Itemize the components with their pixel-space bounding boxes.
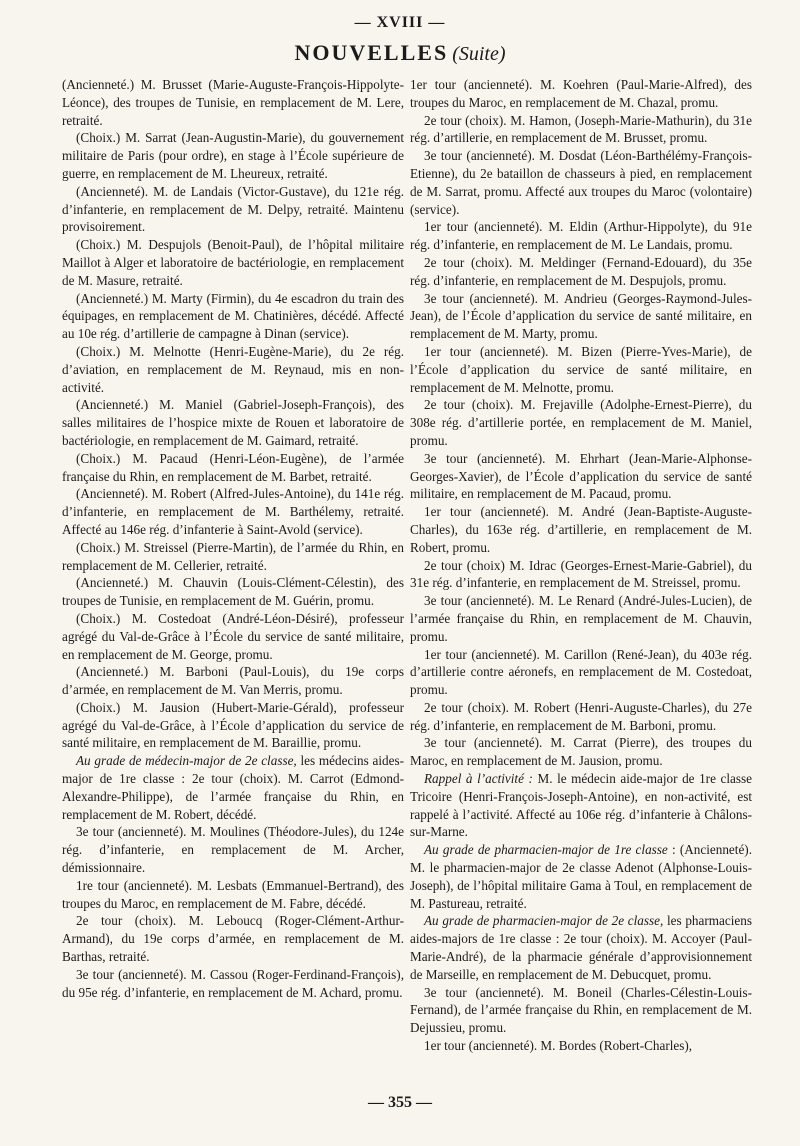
paragraph-text: 3e tour (ancienneté). M. Andrieu (Georges-Raymond-Jules-Jean), de l’École d’application du service de santé militaire, en remplacement de M. Marty, promu. [410,290,752,342]
paragraph-text: 1re tour (ancienneté). M. Lesbats (Emmanuel-Bertrand), des troupes du Maroc, en remplacement de M. Fabre, décédé. [62,877,404,911]
paragraph-text: (Ancienneté). M. de Landais (Victor-Gustave), du 121e rég. d’infanterie, en remplacement de M. Delpy, retraité. Maintenu provisoirement. [62,183,404,235]
paragraph [62,574,404,610]
paragraph [410,770,752,841]
paragraph-text: 2e tour (choix). M. Hamon, (Joseph-Marie-Mathurin), du 31e rég. d’artillerie, en remplacement de M. Brusset, promu. [410,112,752,146]
paragraph-text: 2e tour (choix). M. Leboucq (Roger-Clément-Arthur-Armand), du 19e corps d’armée, en remplacement de M. Barthas, retraité. [62,913,404,965]
paragraph [62,485,404,538]
paragraph [62,912,404,965]
page-header-roman-numeral: — XVIII — [354,14,446,31]
paragraph-text: (Ancienneté). M. Robert (Alfred-Jules-Antoine), du 141e rég. d’infanterie, en remplacement de M. Barthélemy, retraité. Affecté au 146e rég. d’infanterie à Saint-Avold (service). [62,486,404,537]
paragraph-text: les médecins aides-major de 1re classe : 2e tour (choix). M. Carrot (Edmond-Alexandre-Philippe), de l’armée française du Rhin, en remplacement de M. Robert, décédé. [62,753,404,822]
paragraph-text: (Choix.) M. Jausion (Hubert-Marie-Gérald), professeur agrégé du Val-de-Grâce, à l’École d’application du service de santé militaire, en remplacement de M. Baraillie, promu. [62,699,404,751]
paragraph [410,557,752,593]
page-title-suite: (Suite) [452,43,506,65]
paragraph [62,129,404,182]
page-title-main: NOUVELLES [294,40,449,65]
paragraph-text: 2e tour (choix). M. Frejaville (Adolphe-Ernest-Pierre), du 308e rég. d’artillerie portée, en remplacement de M. Maniel, promu. [410,397,752,448]
paragraph-text: (Ancienneté.) M. Barboni (Paul-Louis), du 19e corps d’armée, en remplacement de M. Van Merris, promu. [62,664,404,698]
paragraph-text: 1er tour (ancienneté). M. Bizen (Pierre-Yves-Marie), de l’École d’application du service de santé militaire, en remplacement de M. Melnotte, promu. [410,343,752,395]
paragraph-text: (Ancienneté.) M. Maniel (Gabriel-Joseph-François), des salles militaires de l’hospice mixte de Rouen et laboratoire de bactériologie, en remplacement de M. Gaimard, retraité. [62,397,404,448]
paragraph-text: 2e tour (choix). M. Robert (Henri-Auguste-Charles), du 27e rég. d’infanterie, en remplacement de M. Barboni, promu. [410,699,752,733]
paragraph-text: 1er tour (ancienneté). M. Bordes (Robert-Charles), [424,1038,693,1054]
paragraph [62,290,404,343]
paragraph [62,183,404,236]
paragraph-text: (Choix.) M. Melnotte (Henri-Eugène-Marie), du 2e rég. d’aviation, en remplacement de M. Reynaud, mis en non-activité. [62,343,404,395]
paragraph [62,610,404,663]
right-column [410,76,752,1055]
paragraph [62,450,404,486]
paragraph [410,218,752,254]
paragraph [62,823,404,876]
paragraph-text: 3e tour (ancienneté). M. Boneil (Charles-Célestin-Louis-Fernand), de l’armée française du Rhin, en remplacement de M. Dejussieu, promu. [410,984,752,1036]
paragraph [410,112,752,148]
paragraph [410,734,752,770]
paragraph-text: les pharmaciens aides-majors de 1re classe : 2e tour (choix). M. Accoyer (Paul-Marie-André), de la pharmacie générale d’approvisionnement de Marseille, en remplacement de M. Debucquet, promu. [410,913,752,982]
paragraph-italic-lead: Au grade de pharmacien-major de 2e classe, [424,913,664,929]
paragraph-text: (Choix.) M. Pacaud (Henri-Léon-Eugène), de l’armée française du Rhin, en remplacement de M. Barbet, retraité. [62,450,404,484]
paragraph [410,646,752,699]
paragraph-text: 1er tour (ancienneté). M. Carillon (René-Jean), du 403e rég. d’artillerie contre aéronefs, en remplacement de M. Costedoat, promu. [410,646,752,698]
paragraph [62,663,404,699]
page-number: — 355 — [368,1094,432,1111]
paragraph [62,343,404,396]
paragraph [62,877,404,913]
paragraph [62,699,404,752]
paragraph-text: 2e tour (choix). M. Meldinger (Fernand-Edouard), du 35e rég. d’infanterie, en remplacement de M. Despujols, promu. [410,254,752,288]
paragraph [410,912,752,983]
paragraph-text: 3e tour (ancienneté). M. Le Renard (André-Jules-Lucien), de l’armée française du Rhin, en remplacement de M. Chauvin, promu. [410,593,752,644]
paragraph-italic-lead: Au grade de pharmacien-major de 1re classe [424,842,668,858]
paragraph [410,984,752,1037]
paragraph-text: (Choix.) M. Despujols (Benoit-Paul), de l’hôpital militaire Maillot à Alger et laboratoire de bactériologie, en remplacement de M. Masure, retraité. [62,237,404,288]
paragraph-text: 3e tour (ancienneté). M. Carrat (Pierre), des troupes du Maroc, en remplacement de M. Jausion, promu. [410,735,752,769]
paragraph [410,396,752,449]
paragraph [410,592,752,645]
paragraph-text: 1er tour (ancienneté). M. Eldin (Arthur-Hippolyte), du 91e rég. d’infanterie, en remplacement de M. Le Landais, promu. [410,219,752,253]
paragraph [410,254,752,290]
paragraph-text: (Ancienneté.) M. Brusset (Marie-Auguste-François-Hippolyte-Léonce), des troupes de Tunisie, en remplacement de M. Lere, retraité. [62,77,404,128]
paragraph-text: (Choix.) M. Streissel (Pierre-Martin), de l’armée du Rhin, en remplacement de M. Cellerier, retraité. [62,539,404,573]
paragraph [62,966,404,1002]
paragraph-text: (Choix.) M. Costedoat (André-Léon-Désiré), professeur agrégé du Val-de-Grâce à l’École du service de santé militaire, en remplacement de M. George, promu. [62,610,404,662]
paragraph [62,752,404,823]
paragraph-text: 1er tour (ancienneté). M. André (Jean-Baptiste-Auguste-Charles), du 163e rég. d’artillerie, en remplacement de M. Robert, promu. [410,504,752,555]
left-column [62,76,404,1001]
paragraph [410,290,752,343]
paragraph-text: (Choix.) M. Sarrat (Jean-Augustin-Marie), du gouvernement militaire de Paris (pour ordre), en stage à l’École supérieure de guerre, en remplacement de M. Lheureux, retraité. [62,130,404,181]
paragraph [62,76,404,129]
paragraph [62,396,404,449]
paragraph-text: : (Ancienneté). M. le pharmacien-major de 2e classe Adenot (Alphonse-Louis-Joseph), de l’hôpital militaire Gama à Toul, en remplacement de M. Pastureau, retraité. [410,842,752,911]
paragraph [410,1037,752,1055]
paragraph [410,450,752,503]
paragraph [410,343,752,396]
paragraph [410,841,752,912]
paragraph-text: 3e tour (ancienneté). M. Ehrhart (Jean-Marie-Alphonse-Georges-Xavier), de l’École d’application du service de santé militaire, en remplacement de M. Pacaud, promu. [410,450,752,502]
paragraph-text: 3e tour (ancienneté). M. Cassou (Roger-Ferdinand-François), du 95e rég. d’infanterie, en remplacement de M. Achard, promu. [62,966,404,1000]
paragraph-text: (Ancienneté.) M. Marty (Firmin), du 4e escadron du train des équipages, en remplacement de M. Chatinières, décédé. Affecté au 10e rég. d’artillerie de campagne à Dinan (service). [62,290,404,342]
paragraph-text: 3e tour (ancienneté). M. Moulines (Théodore-Jules), du 124e rég. d’infanterie, en remplacement de M. Archer, démissionnaire. [62,824,404,876]
paragraph-text: M. le médecin aide-major de 1re classe Tricoire (Henri-François-Joseph-Antoine), en non-activité, est rappelé à l’activité. Affecté au 106e rég. d’infanterie à Châlons-sur-Marne. [410,771,752,840]
paragraph [410,503,752,556]
paragraph-text: (Ancienneté.) M. Chauvin (Louis-Clément-Célestin), des troupes de Tunisie, en remplacement de M. Guérin, promu. [62,575,404,609]
paragraph [410,147,752,218]
paragraph [62,236,404,289]
page-title [0,40,800,66]
paragraph-italic-lead: Au grade de médecin-major de 2e classe, [76,753,297,769]
paragraph-text: 3e tour (ancienneté). M. Dosdat (Léon-Barthélémy-François-Etienne), du 2e bataillon de chasseurs à pied, en remplacement de M. Sarrat, promu. Affecté aux troupes du Maroc (volontaire) (service). [410,148,752,217]
paragraph [410,76,752,112]
paragraph [62,539,404,575]
paragraph-italic-lead: Rappel à l’activité : [424,771,533,787]
paragraph [410,699,752,735]
paragraph-text: 2e tour (choix) M. Idrac (Georges-Ernest-Marie-Gabriel), du 31e rég. d’infanterie, en remplacement de M. Streissel, promu. [410,557,752,591]
paragraph-text: 1er tour (ancienneté). M. Koehren (Paul-Marie-Alfred), des troupes du Maroc, en remplacement de M. Chazal, promu. [410,77,752,110]
